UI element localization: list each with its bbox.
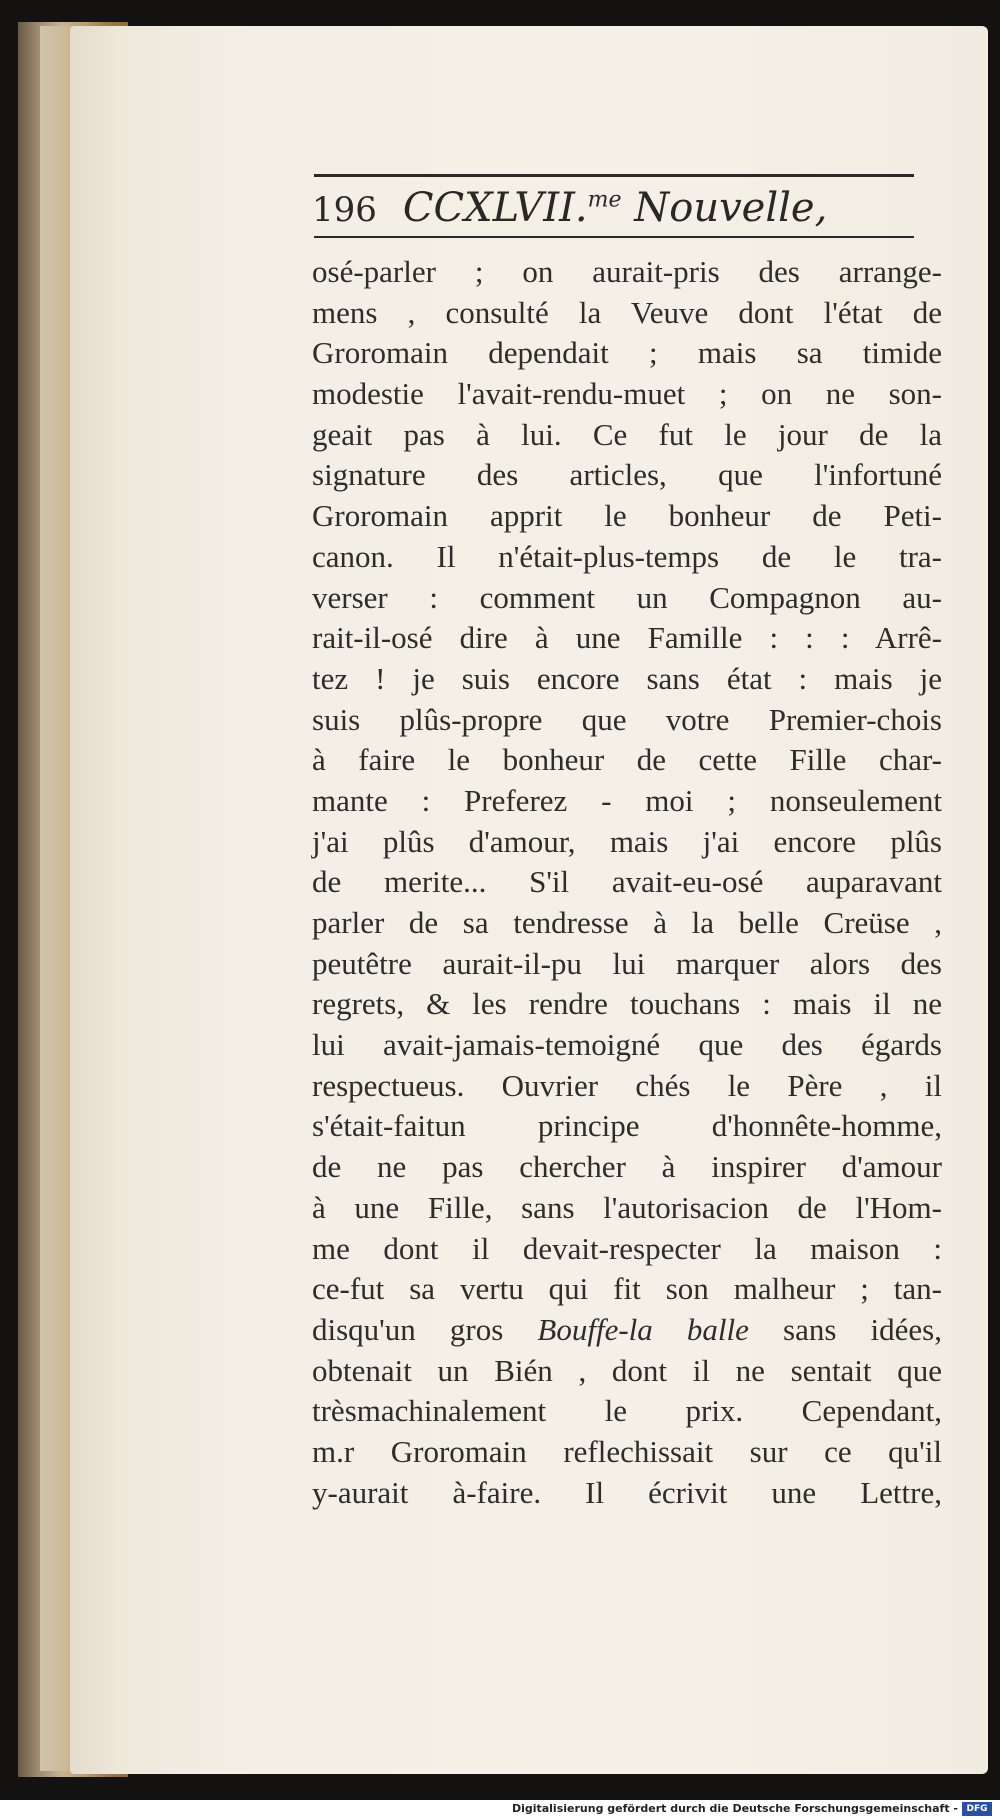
text-line: parler de sa tendresse à la belle Creüse , <box>312 905 942 940</box>
header-title-rest: Nouvelle, <box>621 185 828 231</box>
text-line: geait pas à lui. Ce fut le jour de la <box>312 416 942 452</box>
text-line: canon. Il n'était-plus-temps de le tra- <box>312 538 942 574</box>
text-line: à une Fille, sans l'autorisacion de l'Hom- <box>312 1189 942 1225</box>
text-line: verser : comment un Compagnon au- <box>312 579 942 615</box>
text-line: suis plûs-propre que votre Premier-chois <box>312 701 942 737</box>
body-text <box>312 252 942 1513</box>
text-line: y-aurait à-faire. Il écrivit une Lettre, <box>312 1474 942 1510</box>
text-line: tez ! je suis encore sans état : mais je <box>312 660 942 696</box>
italic-phrase: Bouffe-la balle <box>537 1311 749 1347</box>
text-line: j'ai plûs d'amour, mais j'ai encore plûs <box>312 823 942 859</box>
text-line: à faire le bonheur de cette Fille char- <box>312 742 942 778</box>
text-line: trèsmachinalement le prix. Cependant, <box>312 1393 942 1429</box>
text-segment: sans idées, <box>748 1311 943 1347</box>
text-segment: disqu'un gros <box>312 1311 538 1347</box>
header-title: CCXLVII. <box>402 185 588 231</box>
text-line: me dont il devait-respecter la maison : <box>312 1230 942 1266</box>
page-number: 196 <box>312 190 377 230</box>
text-line: s'était-faitun principe d'honnête-homme, <box>312 1108 942 1144</box>
text-line: peutêtre aurait-il-pu lui marquer alors des <box>312 945 942 981</box>
text-line: Groromain dependait ; mais sa timide <box>312 335 942 371</box>
header-rule-top <box>314 174 914 177</box>
text-line: de ne pas chercher à inspirer d'amour <box>312 1149 942 1185</box>
text-line: lui avait-jamais-temoigné que des égards <box>312 1027 942 1063</box>
text-line: mens , consulté la Veuve dont l'état de <box>312 294 942 330</box>
running-header <box>312 182 912 234</box>
text-line: modestie l'avait-rendu-muet ; on ne son- <box>312 376 942 412</box>
text-line: regrets, & les rendre touchans : mais il ne <box>312 986 942 1022</box>
text-line: osé-parler ; on aurait-pris des arrange- <box>312 254 942 289</box>
text-line: rait-il-osé dire à une Famille : : : Arrê- <box>312 620 942 656</box>
text-line: m.r Groromain reflechissait sur ce qu'il <box>312 1433 942 1469</box>
dfg-logo-icon: DFG <box>962 1802 992 1816</box>
text-line-with-italic <box>312 1310 942 1351</box>
digitization-credit: Digitalisierung gefördert durch die Deutsche Forschungsgemeinschaft - <box>511 1802 958 1815</box>
text-line: mante : Preferez - moi ; nonseulement <box>312 782 942 818</box>
text-line: signature des articles, que l'infortuné <box>312 457 942 493</box>
header-rule-bottom <box>314 236 914 238</box>
text-line: de merite... S'il avait-eu-osé auparavant <box>312 864 942 900</box>
text-line: Groromain apprit le bonheur de Peti- <box>312 498 942 534</box>
text-line: ce-fut sa vertu qui fit son malheur ; tan- <box>312 1271 942 1307</box>
text-line: obtenait un Bién , dont il ne sentait que <box>312 1352 942 1388</box>
header-title-superscript: me <box>587 187 622 213</box>
text-line: respectueus. Ouvrier chés le Père , il <box>312 1067 942 1103</box>
